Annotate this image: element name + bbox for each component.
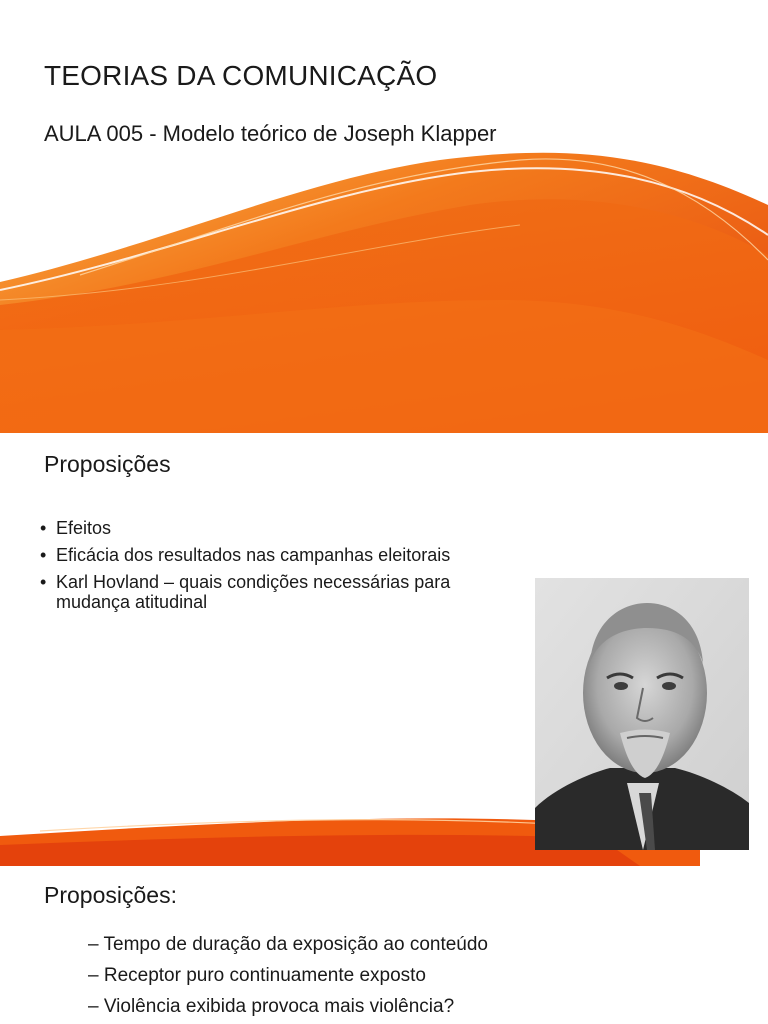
orange-wave-graphic	[0, 0, 768, 433]
propositions-slide-1	[0, 433, 768, 866]
slide-title: Proposições	[44, 451, 171, 477]
dash-list	[88, 934, 488, 1024]
list-item: • Eficácia dos resultados nas campanhas eleitorais	[40, 545, 526, 566]
slide-title: Proposições:	[44, 882, 177, 908]
course-title: TEORIAS DA COMUNICAÇÃO	[44, 60, 438, 91]
list-item: • Efeitos	[40, 518, 526, 539]
klapper-portrait-photo	[535, 578, 749, 850]
title-slide	[0, 0, 768, 433]
list-item: – Receptor puro continuamente exposto	[88, 965, 426, 986]
list-item: • Karl Hovland – quais condições necessárias para mudança atitudinal	[40, 572, 526, 612]
lesson-subtitle: AULA 005 - Modelo teórico de Joseph Klapper	[44, 121, 497, 146]
list-item: – Violência exibida provoca mais violência?	[88, 996, 455, 1017]
list-item: – Tempo de duração da exposição ao conteúdo	[88, 934, 489, 955]
propositions-slide-2	[0, 866, 768, 1024]
